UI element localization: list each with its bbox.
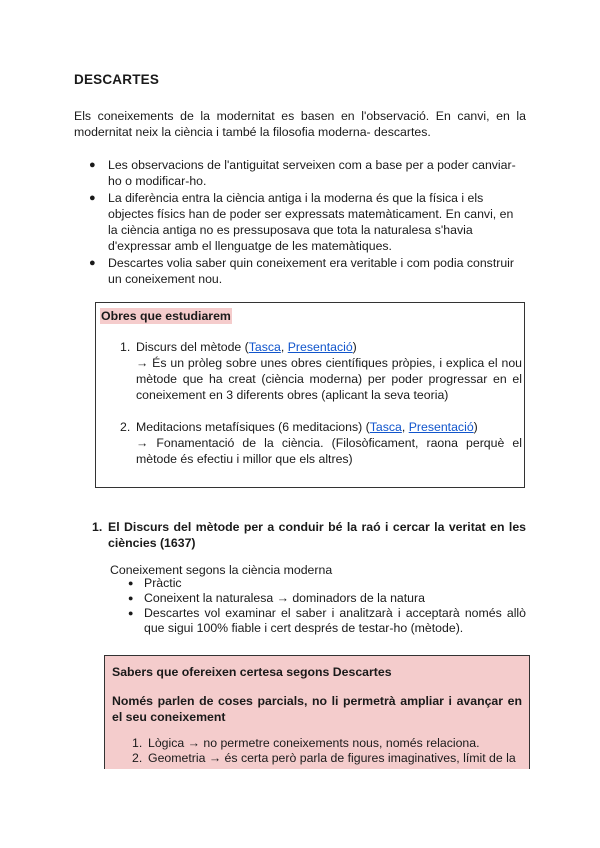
item-number: 2.	[132, 751, 143, 765]
bullet-icon: ●	[89, 257, 96, 269]
bullet-icon: ●	[89, 192, 96, 204]
intro-paragraph: Els coneixements de la modernitat es basen en l'observació. En canvi, en la modernitat neix la ciència i també la filosofia moderna- descartes.	[74, 109, 526, 139]
tasca-link[interactable]: Tasca	[248, 340, 281, 354]
work-number: 1.	[120, 340, 131, 354]
list-item	[74, 157, 526, 189]
knowledge-box-subtitle: Només parlen de coses parcials, no li permetrà ampliar i avançar en el seu coneixement	[112, 694, 522, 724]
work-heading	[120, 419, 522, 435]
section-intro: Coneixement segons la ciència moderna	[110, 563, 333, 577]
bullet-text: Descartes vol examinar el saber i analitzarà i acceptarà només allò que sigui 100% fiable i cert després de testar-ho (mètode).	[144, 606, 526, 635]
bullet-text: Coneixent la naturalesa → dominadors de la natura	[144, 591, 425, 605]
knowledge-box	[104, 655, 530, 769]
list-item	[74, 255, 526, 287]
work-description: → Fonamentació de la ciència. (Filosòficament, raona perquè el mètode és efectiu i millor que els altres)	[136, 436, 522, 466]
item-text: Lògica → no permetre coneixements nous, només relaciona.	[148, 736, 480, 750]
list-item	[74, 190, 526, 254]
list-item	[110, 606, 526, 636]
list-item	[132, 751, 528, 766]
work-name: Meditacions metafísiques (6 meditacions) (	[136, 420, 370, 434]
item-text: Geometria → és certa però parla de figures imaginatives, límit de la	[148, 751, 516, 765]
bullet-icon: ●	[128, 593, 134, 603]
bullet-icon: ●	[128, 608, 134, 618]
page-title: DESCARTES	[74, 72, 160, 87]
bullet-text: Pràctic	[144, 576, 182, 590]
work-item-discurs	[120, 339, 522, 403]
item-number: 1.	[132, 736, 143, 750]
knowledge-box-title: Sabers que ofereixen certesa segons Descartes	[112, 665, 392, 679]
bullet-icon: ●	[89, 159, 96, 171]
work-description: → És un pròleg sobre unes obres científiques pròpies, i explica el nou mètode que ha creat (ciència moderna) per poder progressar en el coneixement en 3 diferents obres (aplicant la seva teoria)	[136, 356, 522, 402]
link-separator: ,	[280, 340, 288, 354]
paren-close: )	[473, 420, 478, 434]
presentacio-link[interactable]: Presentació	[287, 340, 353, 354]
bullet-icon: ●	[128, 578, 134, 588]
sub-bullet-list	[110, 576, 526, 636]
work-heading	[120, 339, 522, 355]
work-item-meditacions	[120, 419, 522, 467]
work-number: 2.	[120, 420, 131, 434]
bullet-list	[74, 157, 526, 288]
work-name: Discurs del mètode (	[136, 340, 249, 354]
list-item	[110, 591, 526, 606]
paren-close: )	[352, 340, 357, 354]
tasca-link[interactable]: Tasca	[369, 420, 402, 434]
link-separator: ,	[401, 420, 409, 434]
section-title: El Discurs del mètode per a conduir bé la raó i cercar la veritat en les ciències (1637)	[108, 520, 526, 550]
bullet-text: Les observacions de l'antiguitat serveixen com a base per a poder canviar-ho o modificar-ho.	[108, 158, 516, 188]
section-heading	[92, 519, 526, 551]
list-item	[132, 736, 528, 751]
list-item	[110, 576, 526, 591]
section-number: 1.	[92, 520, 103, 534]
works-box-title: Obres que estudiarem	[101, 309, 231, 323]
works-box	[95, 302, 525, 488]
bullet-text: La diferència entra la ciència antiga i la moderna és que la física i els objectes físics han de poder ser expressats matemàticament. En canvi, en la ciència antiga no es pressuposava que tota la naturalesa s'havia d'expressar amb el llenguatge de les matemàtiques.	[108, 191, 514, 253]
bullet-text: Descartes volia saber quin coneixement era veritable i com podia construir un coneixement nou.	[108, 256, 514, 286]
presentacio-link[interactable]: Presentació	[408, 420, 474, 434]
